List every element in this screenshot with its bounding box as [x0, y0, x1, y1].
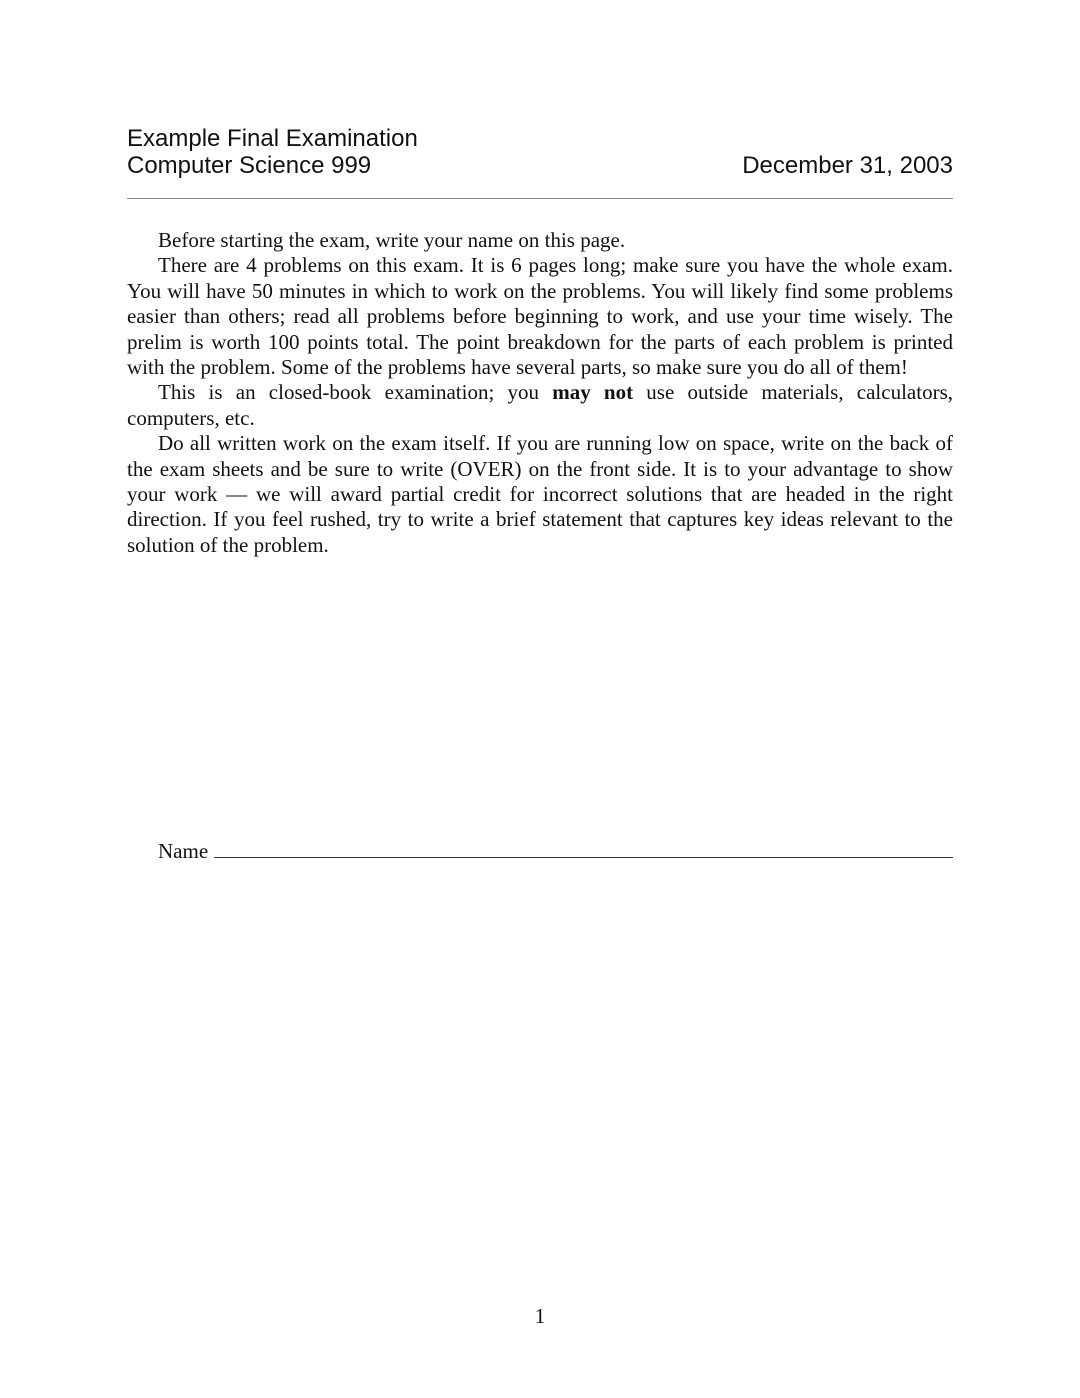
instruction-paragraph-4: Do all written work on the exam itself. If you are running low on space, write on the back of the exam sheets and be sure to write (OVER) on the front side. It is to your advantage to show your work — we will award partial credit for incorrect solutions that are headed in the right direction. If you feel rushed, try to write a brief statement that captures key ideas relevant to the solution of the problem. — [127, 431, 953, 557]
instruction-p3-before: This is an closed-book examination; you — [158, 380, 553, 405]
instruction-paragraph-2: There are 4 problems on this exam. It is 6 pages long; make sure you have the whole exam. You will have 50 minutes in which to work on the problems. You will likely find some problems easier than others; read all problems before beginning to work, and use your time wisely. The prelim is worth 100 points total. The point breakdown for the parts of each problem is printed with the problem. Some of the problems have several parts, so make sure you do all of them! — [127, 253, 953, 380]
name-label: Name — [158, 839, 209, 863]
name-write-line[interactable] — [214, 857, 953, 858]
exam-date: December 31, 2003 — [742, 152, 953, 179]
exam-header — [127, 125, 953, 179]
name-field[interactable] — [158, 838, 953, 864]
instruction-paragraph-3 — [127, 380, 953, 431]
header-title-row — [127, 125, 953, 152]
page-number: 1 — [534, 1304, 546, 1328]
instruction-paragraph-1: Before starting the exam, write your name on this page. — [158, 228, 626, 252]
header-course-row — [127, 152, 953, 179]
course-name: Computer Science 999 — [127, 152, 372, 179]
instructions — [127, 228, 953, 558]
instruction-p3-after: use outside materials, calculators, computers, etc. — [127, 380, 953, 430]
instruction-p3-emphasis: may not — [552, 380, 634, 405]
exam-title: Example Final Examination — [127, 125, 418, 152]
header-divider — [127, 198, 953, 199]
